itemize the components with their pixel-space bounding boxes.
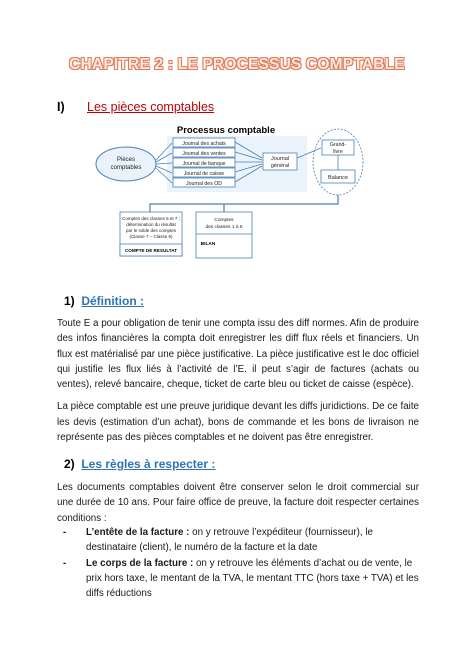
bullet-dash: - <box>63 527 67 538</box>
rules-heading <box>64 457 215 471</box>
rules-text <box>57 480 419 526</box>
grand-livre-line1: Grand- <box>329 142 347 148</box>
journal-achats: Journal des achats <box>182 141 226 147</box>
result-label: COMPTE DE RESULTAT <box>124 248 178 253</box>
bilan-label: BILAN <box>200 242 216 247</box>
rules-label: Les règles à respecter : <box>81 457 216 471</box>
bullet-dash: - <box>63 557 67 569</box>
chapter-title: CHAPITRE 2 : LE PROCESSUS COMPTABLE <box>69 56 405 73</box>
grand-livre-line2: livre <box>333 149 343 155</box>
rules-bullet-list <box>57 525 419 601</box>
definition-label: Définition : <box>81 294 144 308</box>
journal-caisse: Journal de caisse <box>183 171 225 177</box>
pieces-label-line2: comptables <box>110 165 142 171</box>
journal-od: Journal des OD <box>185 181 223 187</box>
result-box-line3: par le solde des comptes <box>125 228 177 233</box>
balance-label: Balance <box>328 175 348 181</box>
journal-general-line2: général <box>270 163 290 169</box>
bullet-heading: Le corps de la facture : <box>86 557 194 569</box>
definition-number: 1) <box>64 294 75 308</box>
list-item <box>57 525 419 556</box>
definition-text <box>57 316 419 445</box>
bullet-text: on y retrouve les éléments d’achat ou de vente, le prix hors taxe, le mentant de la TVA, le mentant TTC (hors taxe + TVA) et les diffs réductions <box>86 557 419 600</box>
section-heading-pieces <box>57 100 214 114</box>
diagram-title: Processus comptable <box>176 125 276 136</box>
journal-banque: Journal de banque <box>182 161 226 167</box>
section-label: Les pièces comptables <box>87 100 215 114</box>
bullet-heading: L’entête de la facture : <box>86 527 190 538</box>
pieces-label-line1: Pièces <box>116 157 136 163</box>
journal-ventes: Journal des ventes <box>182 151 226 157</box>
rules-number: 2) <box>64 457 75 471</box>
definition-paragraph-1: Toute E a pour obligation de tenir une compta issu des diff normes. Afin de produire des infos financières la compta doit enregistrer les diff flux réels et financiers. Un flux est matérialisé par une pièce justificative. La pièce justificative est le doc officiel qui justifie les flux liés à l’activité de l’E. il peut s’agir de factures (achats ou ventes), relevé bancaire, cheque, ticket de carte bleu ou ticket de caisse (espèce). <box>57 318 419 391</box>
definition-paragraph-2: La pièce comptable est une preuve juridique devant les diffs juridictions. De ce faite les devis (estimation d’un achat), bons de commande et les bons de livraison ne représente pas des pièces comptables et ne doivent pas être enregistrer. <box>57 401 419 444</box>
accounting-process-diagram <box>92 120 364 270</box>
bilan-box-line2: des classes 1 à 5 <box>205 225 243 230</box>
bilan-box-line1: Comptes <box>214 218 234 223</box>
result-box-line4: (Classe 7 – Classe 6) <box>129 234 173 239</box>
rules-paragraph: Les documents comptables doivent être conserver selon le droit commercial sur une durée de 10 ans. Pour faire office de preuve, la facture doit respecter certaines conditions : <box>57 482 419 524</box>
journal-general-line1: Journal <box>270 156 290 162</box>
section-number: I) <box>57 100 65 114</box>
pieces-comptables-node <box>96 147 156 181</box>
list-item <box>57 556 419 602</box>
journal-list <box>173 138 235 187</box>
bullet-text: on y retrouve l’expéditeur (fournisseur), le destinataire (client), le numéro de la facture et la date <box>86 527 373 554</box>
flow-line <box>150 195 338 212</box>
definition-heading <box>64 294 144 308</box>
result-box-line2: détermination du résultat <box>126 222 176 227</box>
result-box-line1: Comptes des classes 6 et 7 ; <box>122 216 180 221</box>
